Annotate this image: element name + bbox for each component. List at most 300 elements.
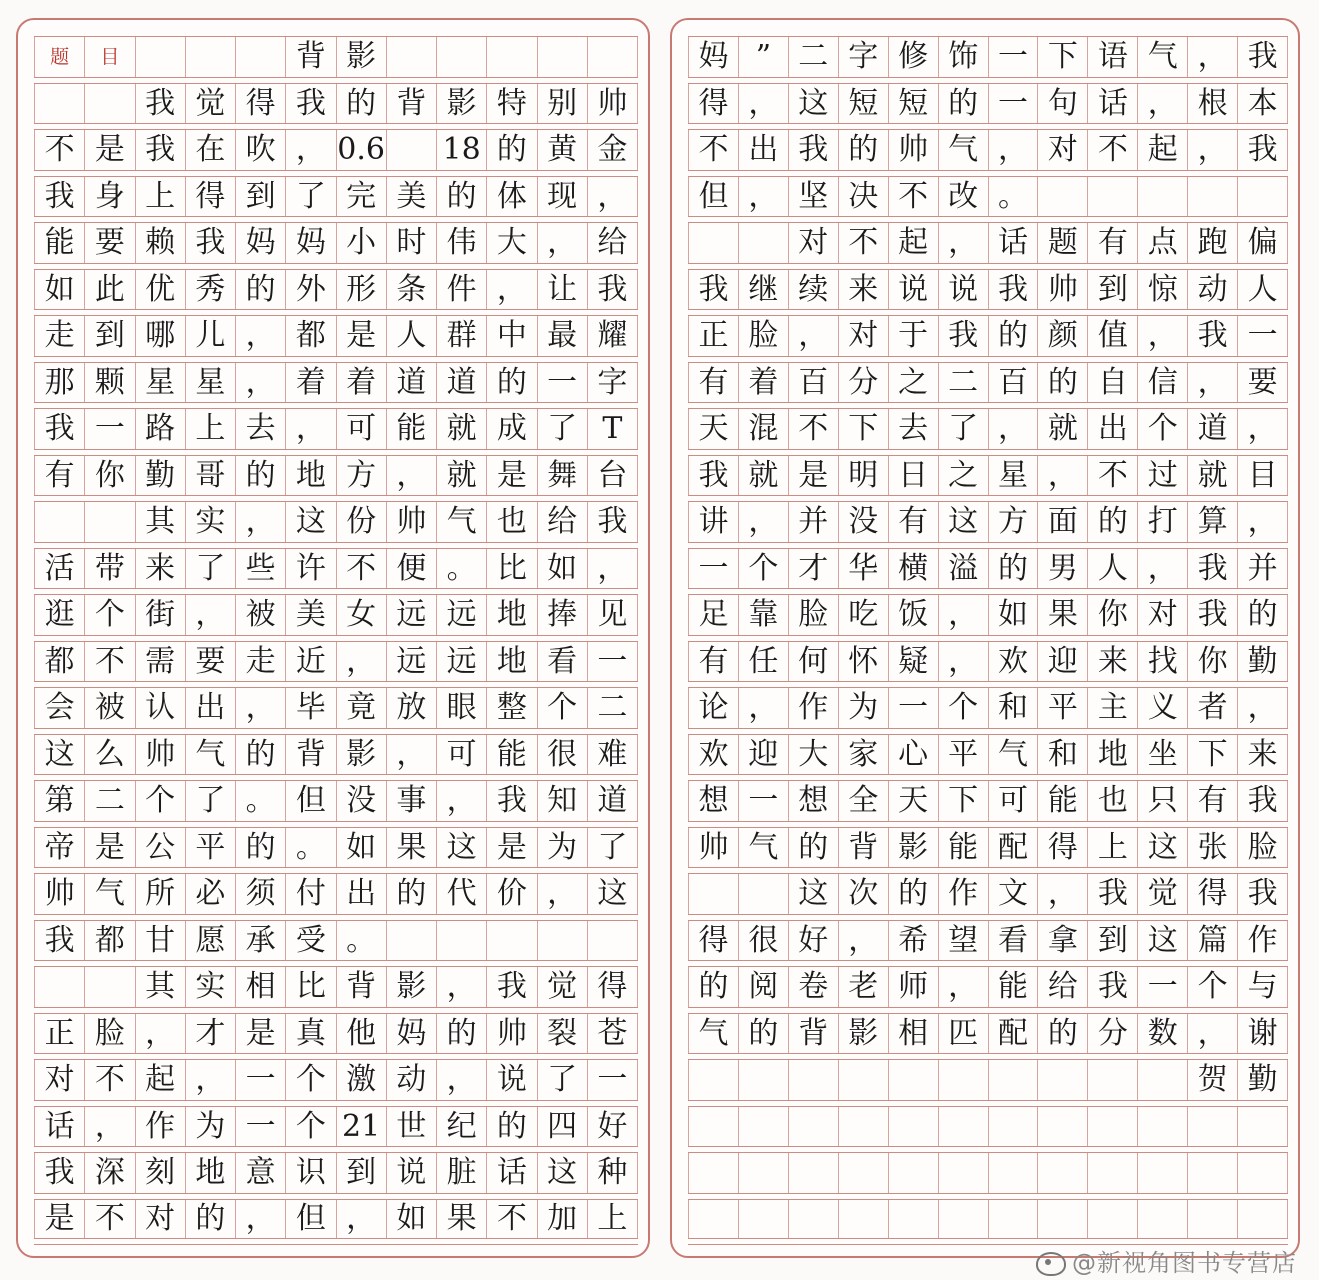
grid-cell: 续 xyxy=(788,270,838,311)
grid-cell: 不 xyxy=(1087,456,1137,497)
grid-cell: 这 xyxy=(788,874,838,915)
grid-cell: 。 xyxy=(988,177,1038,218)
grid-cell: 点 xyxy=(1137,223,1187,264)
essay-page-left xyxy=(16,18,650,1258)
grid-cell: 脏 xyxy=(436,1153,486,1194)
grid-cell: 对 xyxy=(34,1060,84,1101)
grid-cell: 吃 xyxy=(838,595,888,636)
grid-cell: 气 xyxy=(436,502,486,543)
grid-row xyxy=(34,548,638,595)
grid-cell xyxy=(1037,1153,1087,1194)
grid-cell: 地 xyxy=(1087,735,1137,776)
grid-cell xyxy=(788,1200,838,1240)
grid-cell: 背 xyxy=(838,828,888,869)
grid-cell: 道 xyxy=(1187,409,1237,450)
grid-cell: 疑 xyxy=(888,642,938,683)
grid-cell: 种 xyxy=(587,1153,638,1194)
grid-cell: 但 xyxy=(688,177,738,218)
grid-row xyxy=(688,920,1288,967)
grid-cell: 一 xyxy=(1137,967,1187,1008)
grid-cell: ， xyxy=(386,735,436,776)
grid-row xyxy=(688,594,1288,641)
grid-cell: 美 xyxy=(285,595,335,636)
grid-cell: 远 xyxy=(386,642,436,683)
grid-cell: 算 xyxy=(1187,502,1237,543)
grid-cell: 其 xyxy=(135,502,185,543)
grid-cell: 怀 xyxy=(838,642,888,683)
grid-row xyxy=(688,315,1288,362)
grid-cell: 论 xyxy=(688,688,738,729)
grid-row xyxy=(34,129,638,176)
grid-cell: ， xyxy=(1037,456,1087,497)
grid-cell: 饭 xyxy=(888,595,938,636)
grid-cell: 作 xyxy=(788,688,838,729)
grid-cell: 影 xyxy=(838,1014,888,1055)
grid-cell: 苍 xyxy=(587,1014,638,1055)
grid-cell: 欢 xyxy=(688,735,738,776)
grid-cell: 上 xyxy=(185,409,235,450)
grid-cell xyxy=(838,1107,888,1148)
grid-cell: 没 xyxy=(838,502,888,543)
grid-cell xyxy=(738,1153,788,1194)
grid-cell: 有 xyxy=(1087,223,1137,264)
grid-cell: 帅 xyxy=(386,502,436,543)
grid-cell: 到 xyxy=(84,316,134,357)
grid-cell: 是 xyxy=(235,1014,285,1055)
grid-cell: 这 xyxy=(587,874,638,915)
grid-cell: ， xyxy=(1237,688,1288,729)
grid-row xyxy=(34,594,638,641)
grid-cell: 那 xyxy=(34,363,84,404)
grid-cell: 我 xyxy=(34,409,84,450)
grid-cell: 是 xyxy=(336,316,386,357)
grid-row xyxy=(688,269,1288,316)
essay-page-right xyxy=(670,18,1300,1258)
grid-cell: 许 xyxy=(285,549,335,590)
grid-cell: 21 xyxy=(336,1107,386,1148)
grid-cell: 分 xyxy=(1087,1014,1137,1055)
grid-cell: 个 xyxy=(537,688,587,729)
grid-cell: 地 xyxy=(486,595,536,636)
grid-cell: 说 xyxy=(486,1060,536,1101)
grid-cell xyxy=(386,37,436,78)
grid-cell: 坚 xyxy=(788,177,838,218)
grid-cell: 说 xyxy=(386,1153,436,1194)
grid-row xyxy=(34,408,638,455)
grid-cell: 决 xyxy=(838,177,888,218)
grid-cell: 的 xyxy=(336,84,386,125)
grid-cell: 不 xyxy=(888,177,938,218)
grid-cell: 个 xyxy=(84,595,134,636)
grid-cell: 不 xyxy=(688,130,738,171)
grid-cell: 欢 xyxy=(988,642,1038,683)
grid-cell: 裂 xyxy=(537,1014,587,1055)
grid-row xyxy=(34,83,638,130)
grid-cell: 成 xyxy=(486,409,536,450)
grid-cell: 能 xyxy=(938,828,988,869)
grid-cell: ， xyxy=(436,967,486,1008)
grid-cell: 受 xyxy=(285,921,335,962)
grid-cell: 我 xyxy=(1237,130,1288,171)
grid-cell: 者 xyxy=(1187,688,1237,729)
grid-cell xyxy=(386,130,436,171)
grid-cell: 得 xyxy=(587,967,638,1008)
grid-cell: 影 xyxy=(436,84,486,125)
grid-cell: ， xyxy=(938,223,988,264)
grid-row xyxy=(688,1059,1288,1106)
grid-row xyxy=(34,269,638,316)
grid-cell: ， xyxy=(1137,549,1187,590)
grid-cell: 你 xyxy=(1187,642,1237,683)
grid-cell: 说 xyxy=(938,270,988,311)
grid-cell: 跑 xyxy=(1187,223,1237,264)
grid-cell: ， xyxy=(838,921,888,962)
grid-cell xyxy=(1137,1060,1187,1101)
grid-cell: 到 xyxy=(336,1153,386,1194)
grid-cell xyxy=(537,921,587,962)
grid-cell: 难 xyxy=(587,735,638,776)
grid-cell: 就 xyxy=(1187,456,1237,497)
grid-cell: 一 xyxy=(235,1107,285,1148)
grid-cell: 的 xyxy=(486,363,536,404)
grid-cell: 身 xyxy=(84,177,134,218)
grid-cell: 的 xyxy=(838,130,888,171)
grid-row xyxy=(688,641,1288,688)
grid-cell: 下 xyxy=(838,409,888,450)
grid-cell: 能 xyxy=(1037,781,1087,822)
grid-cell: 句 xyxy=(1037,84,1087,125)
grid-cell: 就 xyxy=(1037,409,1087,450)
grid-cell xyxy=(235,37,285,78)
grid-cell: 我 xyxy=(1187,549,1237,590)
grid-cell: 现 xyxy=(537,177,587,218)
grid-cell: 勤 xyxy=(135,456,185,497)
grid-cell: 有 xyxy=(688,363,738,404)
grid-cell: 一 xyxy=(537,363,587,404)
grid-cell: 个 xyxy=(1187,967,1237,1008)
grid-cell: 不 xyxy=(838,223,888,264)
grid-cell: 星 xyxy=(185,363,235,404)
grid-cell: 有 xyxy=(34,456,84,497)
writing-grid-left xyxy=(34,36,638,1245)
grid-cell: 么 xyxy=(84,735,134,776)
grid-cell xyxy=(1087,1060,1137,1101)
grid-cell: 哥 xyxy=(185,456,235,497)
grid-cell: 道 xyxy=(436,363,486,404)
grid-row xyxy=(688,362,1288,409)
grid-cell: 得 xyxy=(688,921,738,962)
grid-cell: 来 xyxy=(135,549,185,590)
grid-row xyxy=(688,1152,1288,1199)
grid-cell: 一 xyxy=(988,84,1038,125)
grid-cell: 为 xyxy=(537,828,587,869)
grid-cell: 的 xyxy=(486,1107,536,1148)
grid-cell: ， xyxy=(1237,502,1288,543)
grid-cell: 平 xyxy=(938,735,988,776)
grid-cell xyxy=(788,1060,838,1101)
grid-cell xyxy=(888,1107,938,1148)
grid-cell: 如 xyxy=(336,828,386,869)
grid-cell: 秀 xyxy=(185,270,235,311)
grid-cell: 值 xyxy=(1087,316,1137,357)
grid-cell xyxy=(688,1107,738,1148)
grid-cell: 配 xyxy=(988,1014,1038,1055)
grid-row xyxy=(34,734,638,781)
grid-cell: 帝 xyxy=(34,828,84,869)
grid-cell: 方 xyxy=(336,456,386,497)
grid-cell: ， xyxy=(587,177,638,218)
grid-row xyxy=(688,734,1288,781)
grid-cell xyxy=(988,1060,1038,1101)
grid-cell: ， xyxy=(336,1200,386,1240)
grid-cell: 如 xyxy=(34,270,84,311)
grid-cell: 不 xyxy=(84,1060,134,1101)
grid-cell: 对 xyxy=(135,1200,185,1240)
grid-cell: 赖 xyxy=(135,223,185,264)
grid-cell: 第 xyxy=(34,781,84,822)
grid-cell: ， xyxy=(235,363,285,404)
grid-cell: 有 xyxy=(888,502,938,543)
grid-cell: 我 xyxy=(34,177,84,218)
grid-cell: 星 xyxy=(135,363,185,404)
grid-cell: 话 xyxy=(988,223,1038,264)
grid-cell: ， xyxy=(738,84,788,125)
grid-cell: 不 xyxy=(788,409,838,450)
grid-cell: 我 xyxy=(1087,874,1137,915)
grid-cell: 勤 xyxy=(1237,1060,1288,1101)
grid-cell: 体 xyxy=(486,177,536,218)
grid-cell xyxy=(1187,1107,1237,1148)
grid-row xyxy=(688,873,1288,920)
grid-cell: 儿 xyxy=(185,316,235,357)
grid-cell: 气 xyxy=(688,1014,738,1055)
grid-cell: 话 xyxy=(34,1107,84,1148)
grid-cell: ， xyxy=(1187,1014,1237,1055)
grid-cell: 带 xyxy=(84,549,134,590)
grid-cell: 气 xyxy=(938,130,988,171)
grid-cell: ， xyxy=(938,967,988,1008)
grid-row xyxy=(34,1199,638,1246)
grid-cell: ， xyxy=(135,1014,185,1055)
grid-cell: 起 xyxy=(1137,130,1187,171)
grid-cell: 短 xyxy=(838,84,888,125)
grid-cell: 饰 xyxy=(938,37,988,78)
grid-cell: 帅 xyxy=(34,874,84,915)
grid-cell: 平 xyxy=(185,828,235,869)
grid-cell: 我 xyxy=(1237,874,1288,915)
grid-cell: 帅 xyxy=(1037,270,1087,311)
grid-row xyxy=(688,548,1288,595)
grid-cell: 和 xyxy=(988,688,1038,729)
grid-cell: 看 xyxy=(537,642,587,683)
grid-cell: 二 xyxy=(788,37,838,78)
grid-row xyxy=(34,176,638,223)
grid-cell: 帅 xyxy=(888,130,938,171)
grid-cell: 自 xyxy=(1087,363,1137,404)
grid-cell: 起 xyxy=(135,1060,185,1101)
grid-cell: 好 xyxy=(788,921,838,962)
grid-cell: 知 xyxy=(537,781,587,822)
grid-cell: ， xyxy=(84,1107,134,1148)
grid-cell: 承 xyxy=(235,921,285,962)
grid-cell: 正 xyxy=(34,1014,84,1055)
grid-cell: 可 xyxy=(336,409,386,450)
watermark: @新视角图书专营店 xyxy=(1036,1243,1297,1278)
grid-cell xyxy=(537,37,587,78)
grid-cell: 就 xyxy=(436,409,486,450)
grid-cell: 脸 xyxy=(84,1014,134,1055)
grid-cell: 不 xyxy=(1087,130,1137,171)
grid-cell xyxy=(1037,1060,1087,1101)
grid-cell: ， xyxy=(285,130,335,171)
grid-cell: 对 xyxy=(1037,130,1087,171)
grid-cell: 能 xyxy=(486,735,536,776)
grid-cell xyxy=(1187,1200,1237,1240)
grid-row xyxy=(688,827,1288,874)
grid-cell: 放 xyxy=(386,688,436,729)
grid-cell: 能 xyxy=(34,223,84,264)
grid-cell: 了 xyxy=(587,828,638,869)
grid-cell: 我 xyxy=(1237,37,1288,78)
grid-cell: 天 xyxy=(888,781,938,822)
grid-cell: 篇 xyxy=(1187,921,1237,962)
grid-cell: 之 xyxy=(888,363,938,404)
grid-cell: 上 xyxy=(587,1200,638,1240)
grid-cell: 黄 xyxy=(537,130,587,171)
grid-cell: 大 xyxy=(486,223,536,264)
grid-cell: 必 xyxy=(185,874,235,915)
grid-cell: 愿 xyxy=(185,921,235,962)
grid-cell: 逛 xyxy=(34,595,84,636)
grid-cell: 但 xyxy=(285,1200,335,1240)
grid-cell: 果 xyxy=(436,1200,486,1240)
grid-cell: 纪 xyxy=(436,1107,486,1148)
grid-cell: 背 xyxy=(788,1014,838,1055)
grid-row xyxy=(34,641,638,688)
grid-cell: 实 xyxy=(185,502,235,543)
grid-cell: ， xyxy=(285,409,335,450)
grid-cell: 。 xyxy=(285,828,335,869)
grid-cell xyxy=(84,967,134,1008)
grid-cell: 老 xyxy=(838,967,888,1008)
grid-cell: 出 xyxy=(738,130,788,171)
grid-cell: 下 xyxy=(1037,37,1087,78)
grid-cell xyxy=(587,37,638,78)
grid-cell: 我 xyxy=(1187,595,1237,636)
grid-cell: 男 xyxy=(1037,549,1087,590)
grid-cell: 全 xyxy=(838,781,888,822)
grid-cell: 根 xyxy=(1187,84,1237,125)
grid-cell: 出 xyxy=(336,874,386,915)
grid-cell: 二 xyxy=(587,688,638,729)
grid-cell xyxy=(1137,177,1187,218)
grid-cell xyxy=(988,1153,1038,1194)
grid-cell: 说 xyxy=(888,270,938,311)
grid-cell: 要 xyxy=(185,642,235,683)
grid-cell xyxy=(436,37,486,78)
grid-cell: 走 xyxy=(235,642,285,683)
grid-cell xyxy=(1087,1153,1137,1194)
grid-cell: 别 xyxy=(537,84,587,125)
grid-cell: ， xyxy=(1187,363,1237,404)
grid-cell: 近 xyxy=(285,642,335,683)
grid-cell xyxy=(888,1153,938,1194)
grid-cell: 如 xyxy=(988,595,1038,636)
grid-cell: 我 xyxy=(486,967,536,1008)
grid-cell: 字 xyxy=(587,363,638,404)
grid-cell: 二 xyxy=(84,781,134,822)
grid-cell xyxy=(1137,1153,1187,1194)
grid-cell: ， xyxy=(988,130,1038,171)
grid-cell: 整 xyxy=(486,688,536,729)
grid-cell: 为 xyxy=(185,1107,235,1148)
grid-cell: 去 xyxy=(235,409,285,450)
grid-row xyxy=(34,315,638,362)
grid-cell: 气 xyxy=(988,735,1038,776)
grid-cell xyxy=(1087,1107,1137,1148)
grid-cell: 我 xyxy=(1087,967,1137,1008)
grid-cell: 只 xyxy=(1137,781,1187,822)
grid-cell: 实 xyxy=(185,967,235,1008)
title-label-cell: 题 xyxy=(34,37,84,78)
grid-row xyxy=(34,362,638,409)
grid-cell: 我 xyxy=(285,84,335,125)
grid-row xyxy=(688,1013,1288,1060)
grid-cell: 代 xyxy=(436,874,486,915)
grid-cell: 二 xyxy=(938,363,988,404)
grid-cell xyxy=(486,37,536,78)
grid-cell: 作 xyxy=(1237,921,1288,962)
grid-cell xyxy=(688,223,738,264)
title-cell: 背 xyxy=(285,37,335,78)
grid-cell: 给 xyxy=(537,502,587,543)
grid-cell: 加 xyxy=(537,1200,587,1240)
grid-cell: 得 xyxy=(1187,874,1237,915)
grid-cell: 横 xyxy=(888,549,938,590)
grid-cell: 很 xyxy=(537,735,587,776)
grid-cell xyxy=(938,1107,988,1148)
grid-cell: 对 xyxy=(838,316,888,357)
grid-cell xyxy=(938,1060,988,1101)
grid-cell: 修 xyxy=(888,37,938,78)
grid-cell: 谢 xyxy=(1237,1014,1288,1055)
grid-cell: 得 xyxy=(688,84,738,125)
grid-cell: 帅 xyxy=(486,1014,536,1055)
grid-cell: 阅 xyxy=(738,967,788,1008)
grid-cell: ， xyxy=(738,502,788,543)
grid-cell: 了 xyxy=(185,549,235,590)
grid-cell: 的 xyxy=(988,549,1038,590)
grid-cell: 远 xyxy=(386,595,436,636)
grid-cell: 能 xyxy=(386,409,436,450)
grid-cell: 。 xyxy=(235,781,285,822)
grid-row xyxy=(34,780,638,827)
grid-cell: 我 xyxy=(988,270,1038,311)
grid-row xyxy=(34,455,638,502)
grid-cell: 一 xyxy=(1237,316,1288,357)
grid-cell: 颗 xyxy=(84,363,134,404)
grid-cell: 惊 xyxy=(1137,270,1187,311)
grid-cell: 如 xyxy=(537,549,587,590)
grid-cell: 件 xyxy=(436,270,486,311)
grid-cell: 有 xyxy=(1187,781,1237,822)
title-cell: 影 xyxy=(336,37,386,78)
grid-cell: 相 xyxy=(235,967,285,1008)
title-label-cell: 目 xyxy=(84,37,134,78)
grid-cell: 去 xyxy=(888,409,938,450)
grid-cell: 才 xyxy=(185,1014,235,1055)
grid-cell: 的 xyxy=(988,316,1038,357)
